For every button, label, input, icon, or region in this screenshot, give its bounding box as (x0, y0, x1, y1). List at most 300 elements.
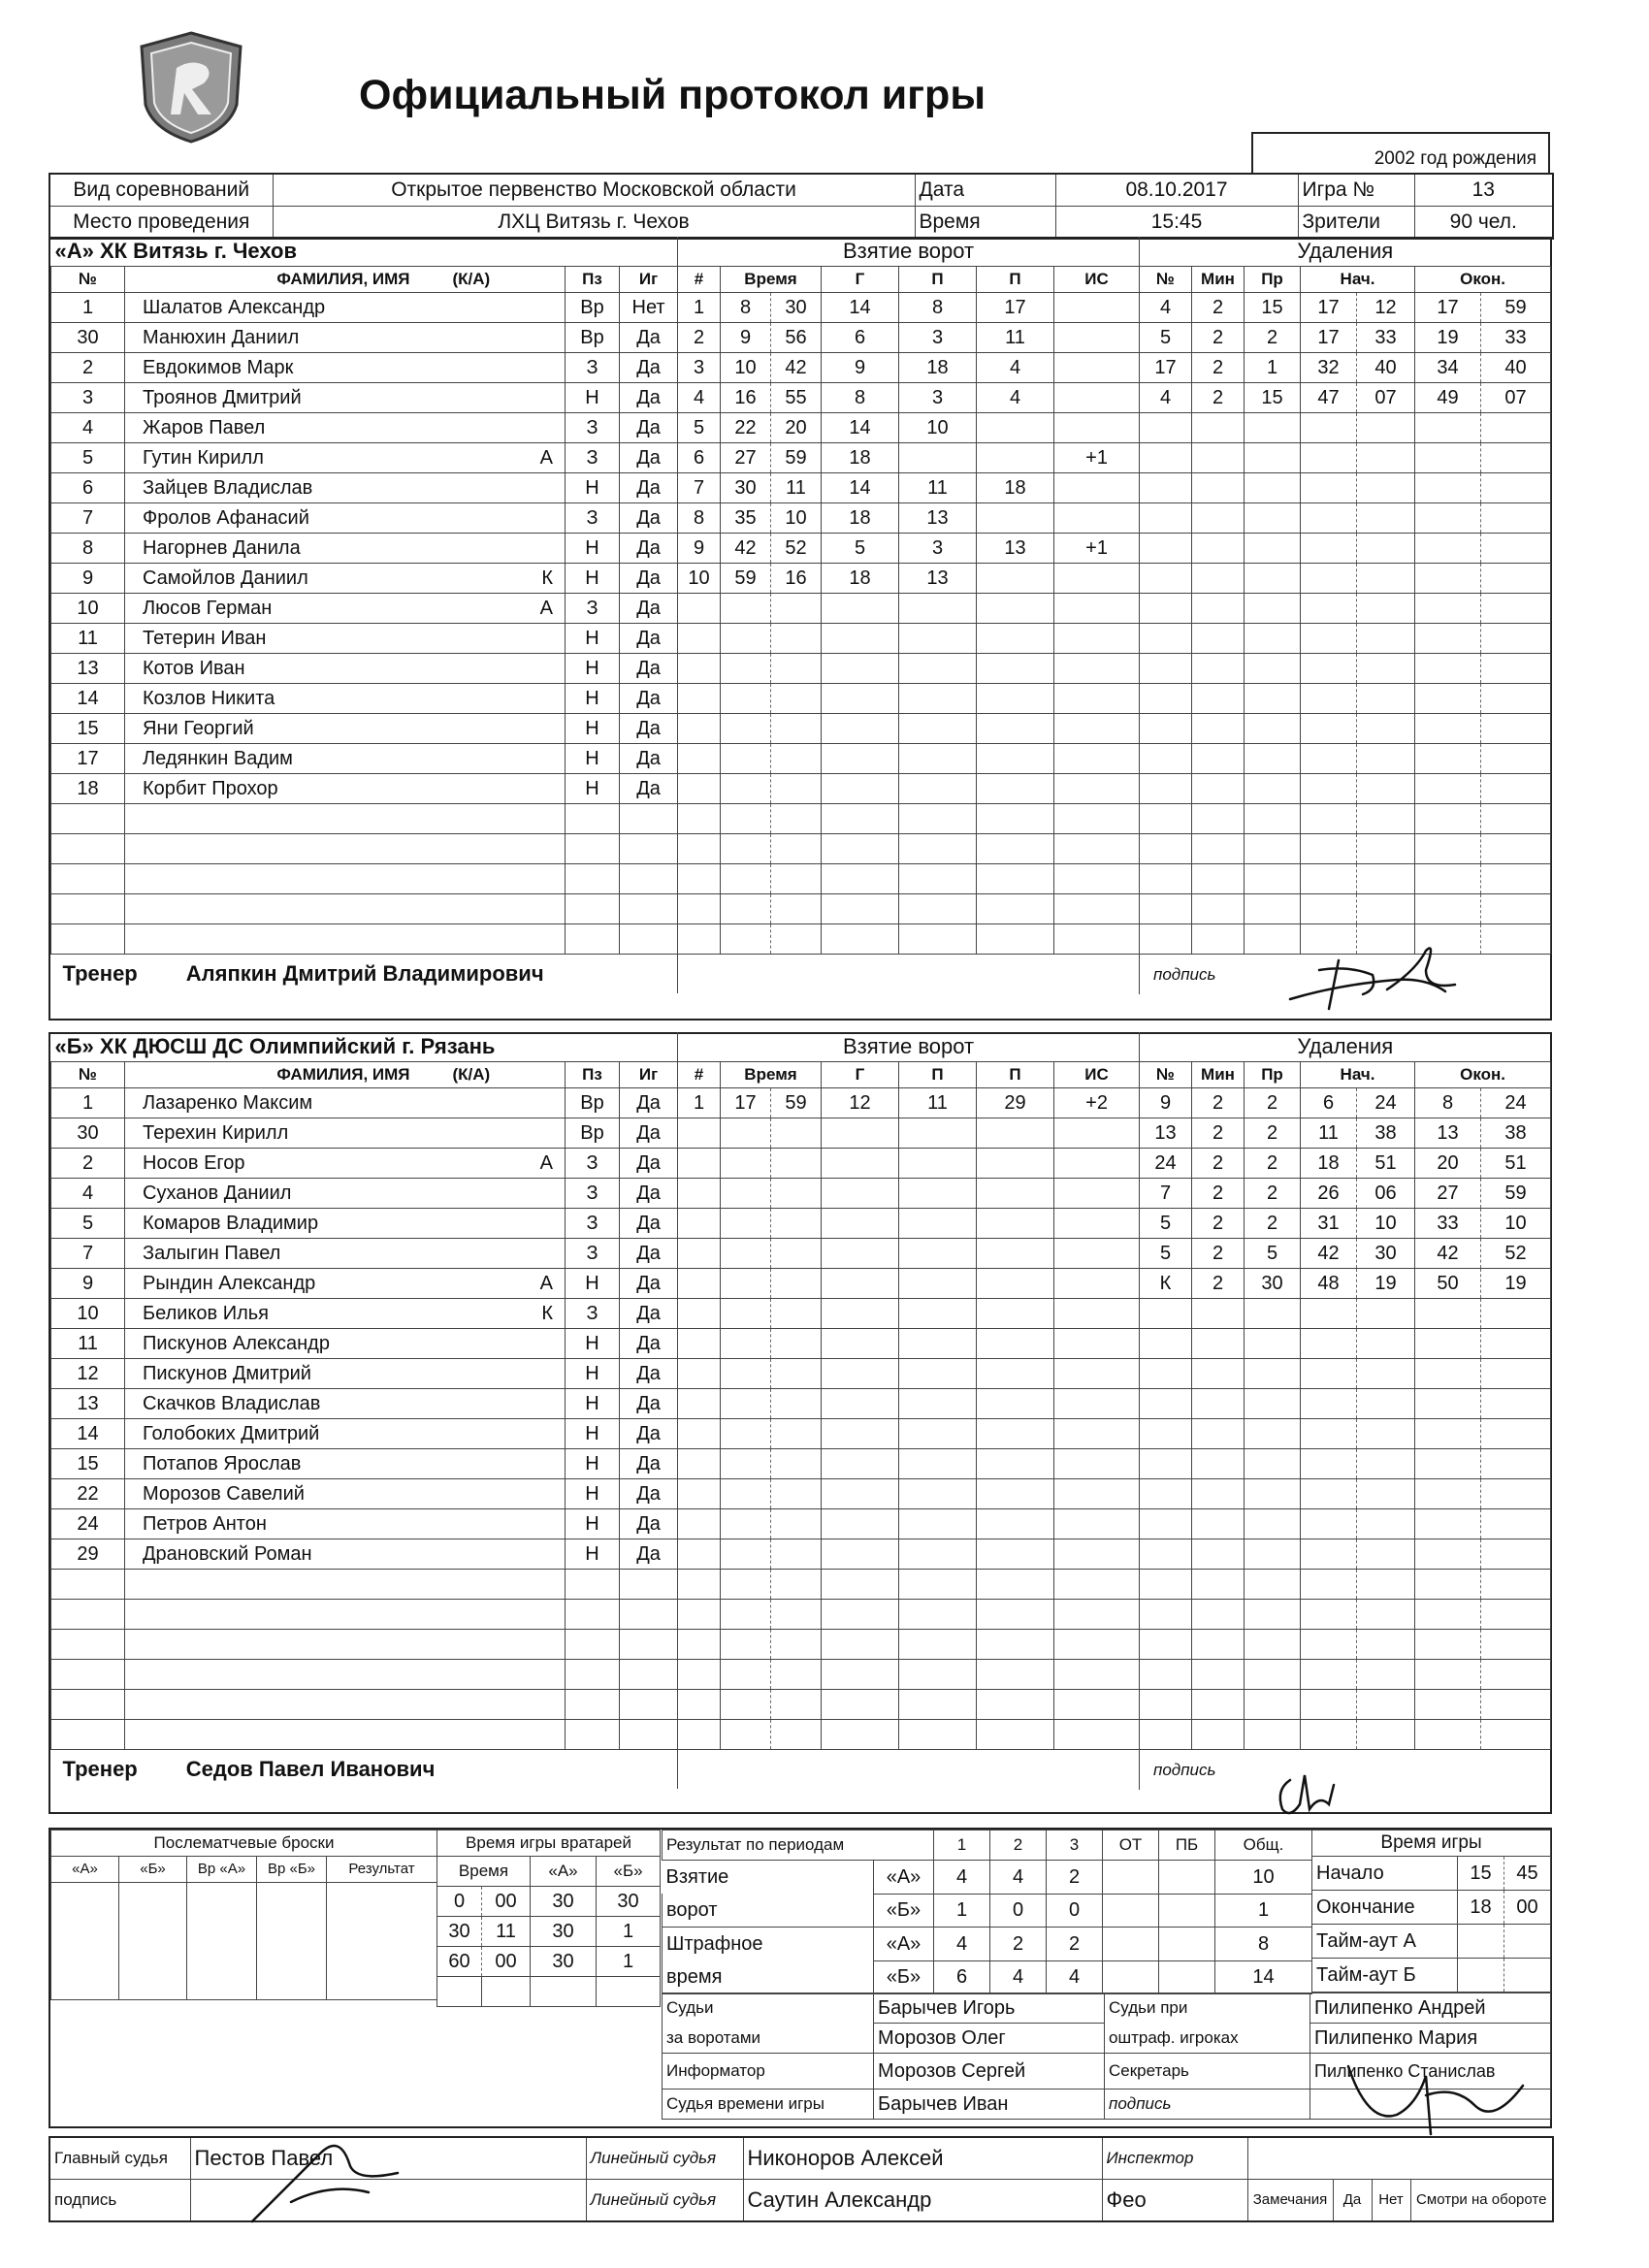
goal-assist-1 (899, 1118, 977, 1149)
penalty-row (1140, 1209, 1551, 1239)
goal-number (678, 864, 721, 894)
chief-referee-value: Пестов Павел (190, 2137, 586, 2180)
col-ka: (К/А) (414, 1062, 566, 1088)
penalty-start-min: 42 (1301, 1239, 1357, 1269)
player-role (414, 774, 566, 804)
player-role (414, 1209, 566, 1239)
player-number: 1 (51, 1088, 125, 1118)
goal-strength (1054, 894, 1140, 924)
timeout-a-label: Тайм-аут А (1312, 1925, 1458, 1959)
penalty-row (1140, 443, 1551, 473)
goal-number: 3 (678, 353, 721, 383)
goal-strength (1054, 564, 1140, 594)
player-position: З (566, 1149, 620, 1179)
penalty-start-min (1301, 774, 1357, 804)
inspector-label: Инспектор (1102, 2137, 1247, 2180)
penalty-start-min (1301, 1690, 1357, 1720)
penalties-table (1139, 1032, 1551, 1790)
player-number (51, 1690, 125, 1720)
goal-row (678, 804, 1140, 834)
player-name (125, 1690, 414, 1720)
penalty-end-sec (1481, 1389, 1551, 1419)
goal-minute: 8 (721, 293, 771, 323)
goal-assist-1 (899, 1479, 977, 1509)
player-row (51, 1720, 678, 1750)
player-position: Н (566, 1269, 620, 1299)
goal-scorer: 12 (822, 1088, 899, 1118)
col-pen-reason: Пр (1245, 1062, 1301, 1088)
penalty-minutes (1192, 624, 1245, 654)
player-number (51, 1720, 125, 1750)
penalty-row (1140, 714, 1551, 744)
goal-assist-1 (899, 1449, 977, 1479)
player-role (414, 684, 566, 714)
penalty-end-min: 50 (1415, 1269, 1481, 1299)
player-played: Да (620, 1209, 678, 1239)
goal-strength (1054, 1600, 1140, 1630)
pim-b-3: 4 (1047, 1960, 1103, 1994)
player-played: Да (620, 654, 678, 684)
player-role (414, 1359, 566, 1389)
goal-assist-2 (977, 744, 1054, 774)
penalty-reason (1245, 1720, 1301, 1750)
player-row (51, 1479, 678, 1509)
player-role (414, 1239, 566, 1269)
shootout-col-0: «А» (51, 1857, 119, 1883)
goal-assist-2 (977, 804, 1054, 834)
goal-second (771, 624, 822, 654)
player-name: Тетерин Иван (125, 624, 414, 654)
penalty-end-min (1415, 534, 1481, 564)
col-name: ФАМИЛИЯ, ИМЯ (125, 1062, 414, 1088)
goal-number (678, 684, 721, 714)
penalty-minutes: 2 (1192, 1088, 1245, 1118)
goal-assist-1 (899, 1299, 977, 1329)
goal-assist-2 (977, 1209, 1054, 1239)
goal-number (678, 1299, 721, 1329)
penalty-start-sec (1357, 1720, 1415, 1750)
goal-strength (1054, 413, 1140, 443)
penalty-start-min: 17 (1301, 293, 1357, 323)
penalty-row (1140, 594, 1551, 624)
player-row (51, 924, 678, 955)
col-pen-number: № (1140, 267, 1192, 293)
penalty-start-min (1301, 413, 1357, 443)
player-role (414, 1690, 566, 1720)
player-role (414, 1509, 566, 1539)
goal-assist-2 (977, 564, 1054, 594)
player-played (620, 894, 678, 924)
penalty-minutes (1192, 534, 1245, 564)
goal-minute (721, 834, 771, 864)
penalty-start-min (1301, 624, 1357, 654)
penalty-end-min: 27 (1415, 1179, 1481, 1209)
goal-strength: +1 (1054, 443, 1140, 473)
roster-table (50, 1032, 678, 1789)
penalty-end-sec (1481, 774, 1551, 804)
goal-minute (721, 1269, 771, 1299)
goal-strength (1054, 654, 1140, 684)
player-played: Да (620, 323, 678, 353)
penalty-start-min (1301, 1389, 1357, 1419)
penalty-end-sec (1481, 804, 1551, 834)
penalty-start-sec (1357, 1630, 1415, 1660)
goalie-team-b: 1 (597, 1947, 661, 1977)
penalty-end-min (1415, 654, 1481, 684)
goal-number (678, 894, 721, 924)
penalty-start-min: 31 (1301, 1209, 1357, 1239)
penalty-end-min (1415, 894, 1481, 924)
goal-scorer (822, 1449, 899, 1479)
goal-strength (1054, 473, 1140, 503)
penalty-player (1140, 1539, 1192, 1570)
goal-strength (1054, 353, 1140, 383)
goal-assist-2 (977, 1299, 1054, 1329)
penalty-player (1140, 443, 1192, 473)
penalty-end-min (1415, 1479, 1481, 1509)
player-name: Пискунов Дмитрий (125, 1359, 414, 1389)
goal-scorer (822, 654, 899, 684)
player-position: Н (566, 1389, 620, 1419)
penalty-row (1140, 1630, 1551, 1660)
goal-scorer (822, 1660, 899, 1690)
penalty-end-sec (1481, 594, 1551, 624)
penalty-minutes (1192, 1600, 1245, 1630)
goal-assist-1: 3 (899, 323, 977, 353)
penalty-player (1140, 1570, 1192, 1600)
penalty-end-sec (1481, 894, 1551, 924)
player-name: Ледянкин Вадим (125, 744, 414, 774)
player-role (414, 1720, 566, 1750)
penalty-minutes (1192, 1299, 1245, 1329)
penalty-end-min (1415, 594, 1481, 624)
goal-assist-2: 17 (977, 293, 1054, 323)
penalty-reason (1245, 894, 1301, 924)
player-played: Да (620, 594, 678, 624)
penalty-minutes (1192, 564, 1245, 594)
player-position: З (566, 1239, 620, 1269)
goal-number (678, 1329, 721, 1359)
goal-second (771, 1118, 822, 1149)
penalty-row (1140, 1570, 1551, 1600)
penalty-end-sec (1481, 654, 1551, 684)
player-position: Н (566, 1359, 620, 1389)
penalty-reason (1245, 534, 1301, 564)
col-no: № (51, 1062, 125, 1088)
player-role (414, 1600, 566, 1630)
player-name: Манюхин Даниил (125, 323, 414, 353)
penalty-end-sec (1481, 714, 1551, 744)
player-name: Евдокимов Марк (125, 353, 414, 383)
goal-row (678, 714, 1140, 744)
player-number: 30 (51, 323, 125, 353)
player-position: Вр (566, 1088, 620, 1118)
player-played: Да (620, 534, 678, 564)
goal-number (678, 1269, 721, 1299)
penalty-minutes: 2 (1192, 1179, 1245, 1209)
goal-strength (1054, 864, 1140, 894)
penalty-reason: 30 (1245, 1269, 1301, 1299)
player-position: Н (566, 744, 620, 774)
penalty-end-min (1415, 864, 1481, 894)
goal-number (678, 744, 721, 774)
penalty-start-min (1301, 443, 1357, 473)
goal-number (678, 1509, 721, 1539)
goal-assist-2: 18 (977, 473, 1054, 503)
goal-second (771, 594, 822, 624)
penalty-player: 24 (1140, 1149, 1192, 1179)
remarks-no[interactable]: Нет (1372, 2180, 1410, 2222)
player-name (125, 1630, 414, 1660)
goal-second (771, 1269, 822, 1299)
goal-second (771, 1179, 822, 1209)
goal-row (678, 924, 1140, 955)
penalty-player: 5 (1140, 323, 1192, 353)
penalty-end-sec (1481, 744, 1551, 774)
player-role (414, 1449, 566, 1479)
goal-row (678, 594, 1140, 624)
player-played: Да (620, 624, 678, 654)
col-pen-end: Окон. (1415, 1062, 1551, 1088)
penalty-player (1140, 864, 1192, 894)
pim-label-1: Штрафное (663, 1928, 874, 1961)
col-assist-2: П (977, 1062, 1054, 1088)
penalty-start-min (1301, 534, 1357, 564)
goal-scorer: 8 (822, 383, 899, 413)
penalty-start-sec (1357, 714, 1415, 744)
penalties-title: Удаления (1140, 237, 1551, 267)
player-number: 7 (51, 503, 125, 534)
linesman-1-value: Никоноров Алексей (743, 2137, 1102, 2180)
penalty-end-sec (1481, 834, 1551, 864)
goal-assist-1 (899, 1419, 977, 1449)
penalty-row (1140, 473, 1551, 503)
goal-assist-1 (899, 1600, 977, 1630)
player-row (51, 1600, 678, 1630)
penalty-minutes (1192, 684, 1245, 714)
penalty-row (1140, 1479, 1551, 1509)
goal-assist-2 (977, 1449, 1054, 1479)
goal-number (678, 1600, 721, 1630)
penalty-reason (1245, 1419, 1301, 1449)
penalty-start-sec (1357, 1539, 1415, 1570)
penalty-row (1140, 1600, 1551, 1630)
penalty-end-min (1415, 1359, 1481, 1389)
col-goal-time: Время (721, 267, 822, 293)
player-name: Драновский Роман (125, 1539, 414, 1570)
penalty-start-sec (1357, 864, 1415, 894)
player-row (51, 1660, 678, 1690)
penalty-end-min (1415, 503, 1481, 534)
goals-title: Взятие ворот (678, 1032, 1140, 1062)
penalty-minutes (1192, 924, 1245, 955)
player-role: А (414, 1149, 566, 1179)
goal-assist-1: 11 (899, 1088, 977, 1118)
goal-assist-1: 13 (899, 503, 977, 534)
goal-row (678, 443, 1140, 473)
goal-scorer (822, 594, 899, 624)
goal-second (771, 654, 822, 684)
goal-second: 59 (771, 1088, 822, 1118)
player-played: Нет (620, 293, 678, 323)
goal-number (678, 1179, 721, 1209)
goal-scorer (822, 1570, 899, 1600)
goal-assist-2 (977, 894, 1054, 924)
goal-assist-2: 4 (977, 383, 1054, 413)
player-played: Да (620, 443, 678, 473)
player-row (51, 564, 678, 594)
player-name: Фролов Афанасий (125, 503, 414, 534)
penalty-row (1140, 353, 1551, 383)
goal-strength (1054, 1149, 1140, 1179)
penalty-row (1140, 804, 1551, 834)
goal-second: 10 (771, 503, 822, 534)
goal-assist-1 (899, 834, 977, 864)
penalty-end-min: 49 (1415, 383, 1481, 413)
secretary-label: Секретарь (1105, 2054, 1310, 2090)
penalty-player (1140, 413, 1192, 443)
penalty-end-sec: 59 (1481, 293, 1551, 323)
pim-a-ot (1103, 1928, 1159, 1961)
goal-assist-1: 3 (899, 383, 977, 413)
goal-second (771, 1149, 822, 1179)
player-played (620, 1720, 678, 1750)
goal-minute (721, 1600, 771, 1630)
goal-second (771, 744, 822, 774)
goal-assist-1 (899, 1149, 977, 1179)
penalty-minutes (1192, 1479, 1245, 1509)
time-label: Время (915, 207, 1055, 240)
player-position (566, 864, 620, 894)
goal-row (678, 1600, 1140, 1630)
penalty-row (1140, 654, 1551, 684)
player-role (414, 323, 566, 353)
spectators-value: 90 чел. (1414, 207, 1553, 240)
goal-row (678, 834, 1140, 864)
penalty-start-min: 11 (1301, 1118, 1357, 1149)
player-position: З (566, 1209, 620, 1239)
goal-number (678, 1479, 721, 1509)
goal-row (678, 1269, 1140, 1299)
penalty-player: 4 (1140, 383, 1192, 413)
goal-minute: 16 (721, 383, 771, 413)
player-played: Да (620, 1479, 678, 1509)
goal-row (678, 1570, 1140, 1600)
penalty-reason (1245, 443, 1301, 473)
pim-b-ot (1103, 1960, 1159, 1994)
penalty-row (1140, 744, 1551, 774)
goal-scorer (822, 744, 899, 774)
penalty-end-min (1415, 473, 1481, 503)
goal-assist-1 (899, 1630, 977, 1660)
goal-strength (1054, 1209, 1140, 1239)
player-number: 14 (51, 1419, 125, 1449)
penalty-reason (1245, 654, 1301, 684)
penalty-start-min (1301, 1600, 1357, 1630)
penalty-start-sec (1357, 1449, 1415, 1479)
penalty-reason (1245, 1509, 1301, 1539)
player-row (51, 1269, 678, 1299)
penalty-row (1140, 564, 1551, 594)
goal-scorer (822, 1269, 899, 1299)
penalty-end-min (1415, 834, 1481, 864)
penalty-player (1140, 924, 1192, 955)
periods-team-b-goals: «Б» (874, 1894, 934, 1928)
goal-number (678, 1539, 721, 1570)
goal-second: 59 (771, 443, 822, 473)
player-position: Н (566, 714, 620, 744)
penalty-reason (1245, 684, 1301, 714)
goal-row (678, 293, 1140, 323)
goal-strength (1054, 834, 1140, 864)
penalty-player (1140, 564, 1192, 594)
penalty-reason (1245, 1479, 1301, 1509)
penalty-end-sec (1481, 1299, 1551, 1329)
penalty-end-min (1415, 1630, 1481, 1660)
penalty-minutes (1192, 1570, 1245, 1600)
goal-scorer (822, 1389, 899, 1419)
player-played: Да (620, 684, 678, 714)
penalty-minutes (1192, 1630, 1245, 1660)
player-number: 17 (51, 744, 125, 774)
player-number (51, 1660, 125, 1690)
goal-strength (1054, 1389, 1140, 1419)
remarks-yes[interactable]: Да (1333, 2180, 1372, 2222)
player-name: Нагорнев Данила (125, 534, 414, 564)
penalty-start-min (1301, 804, 1357, 834)
goal-second: 52 (771, 534, 822, 564)
periods-team-a-goals: «А» (874, 1861, 934, 1895)
goal-second (771, 1449, 822, 1479)
player-row (51, 1118, 678, 1149)
penalty-minutes (1192, 413, 1245, 443)
player-number (51, 1570, 125, 1600)
goalie-time-second: 00 (482, 1887, 531, 1917)
goal-assist-2 (977, 1389, 1054, 1419)
player-role (414, 1179, 566, 1209)
penalty-start-sec (1357, 624, 1415, 654)
player-name: Корбит Прохор (125, 774, 414, 804)
goal-assist-1 (899, 1179, 977, 1209)
col-assist-1: П (899, 1062, 977, 1088)
penalty-end-sec (1481, 1539, 1551, 1570)
goal-minute: 42 (721, 534, 771, 564)
player-row (51, 804, 678, 834)
chief-sign-label: подпись (49, 2180, 190, 2222)
player-played (620, 1570, 678, 1600)
col-no: № (51, 267, 125, 293)
penalty-end-sec (1481, 1720, 1551, 1750)
player-row (51, 624, 678, 654)
goal-row (678, 383, 1140, 413)
penalty-row (1140, 1088, 1551, 1118)
penalty-reason (1245, 1660, 1301, 1690)
player-number: 11 (51, 624, 125, 654)
goal-assist-2 (977, 774, 1054, 804)
goal-assist-1 (899, 1239, 977, 1269)
penalty-row (1140, 624, 1551, 654)
penalty-player (1140, 534, 1192, 564)
player-position: Вр (566, 323, 620, 353)
col-goal-time: Время (721, 1062, 822, 1088)
roster-table (50, 237, 678, 993)
penalty-row (1140, 383, 1551, 413)
player-role (414, 503, 566, 534)
penalty-reason: 5 (1245, 1239, 1301, 1269)
goal-number (678, 1239, 721, 1269)
goal-assist-2 (977, 1570, 1054, 1600)
penalty-end-sec (1481, 624, 1551, 654)
